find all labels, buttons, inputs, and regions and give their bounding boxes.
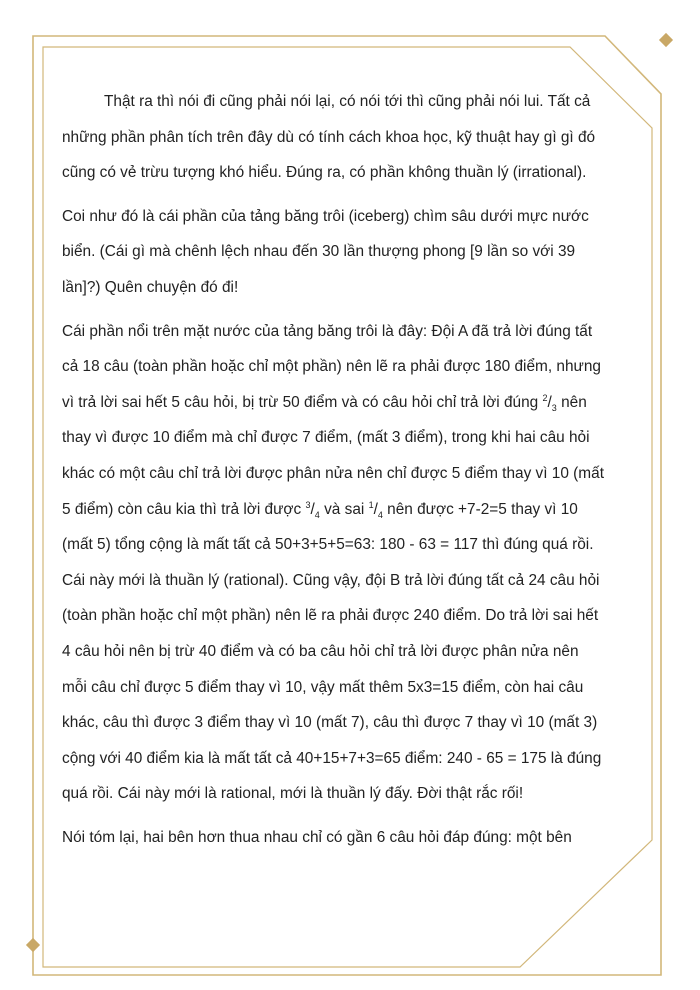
paragraph-2 — [62, 199, 670, 306]
text-line-with-fraction: 5 điểm) còn câu kia thì trả lời được $^3/_4$ và sai $^1/_4$ nên được +7-2=5 thay vì 10 — [62, 499, 578, 520]
text-line: biển. (Cái gì mà chênh lệch nhau đến 30 lần thượng phong [9 lần so với 39 — [62, 243, 576, 261]
paragraph-3 — [62, 314, 670, 812]
text-line: những phần phân tích trên đây dù có tính cách khoa học, kỹ thuật hay gì gì đó — [62, 128, 596, 146]
paragraph-4 — [62, 820, 670, 856]
text-line: khác, câu thì được 3 điểm thay vì 10 (mất 7), câu thì được 7 thay vì 10 (mất 3) — [62, 714, 598, 732]
text-segment: vì trả lời sai hết 5 câu hỏi, bị trừ 50 điểm và có câu hỏi chỉ trả lời đúng — [62, 393, 539, 411]
fraction-numerator: 2 — [542, 392, 548, 403]
text-line: Thật ra thì nói đi cũng phải nói lại, có nói tới thì cũng phải nói lui. Tất cả — [104, 93, 591, 110]
text-line: cả 18 câu (toàn phần hoặc chỉ một phần) nên lẽ ra phải được 180 điểm, nhưng — [62, 358, 601, 376]
fraction-denominator: 3 — [551, 402, 557, 413]
fraction-denominator: 4 — [314, 509, 320, 520]
text-line: (toàn phần hoặc chỉ một phần) nên lẽ ra phải được 240 điểm. Do trả lời sai hết — [62, 607, 599, 625]
paragraph-1 — [62, 84, 670, 191]
fraction-numerator: 1 — [368, 499, 374, 510]
document-body — [62, 84, 670, 863]
text-line: quá rồi. Cái này mới là rational, mới là thuần lý đấy. Đời thật rắc rối! — [62, 785, 524, 803]
text-line: Nói tóm lại, hai bên hơn thua nhau chỉ có gần 6 câu hỏi đáp đúng: một bên — [62, 828, 572, 846]
text-line-with-fraction: vì trả lời sai hết 5 câu hỏi, bị trừ 50 điểm và có câu hỏi chỉ trả lời đúng $^2/_3$ nên — [62, 392, 587, 413]
diamond-ornament-top-right — [659, 33, 673, 47]
text-line: 4 câu hỏi nên bị trừ 40 điểm và có ba câu hỏi chỉ trả lời được phân nửa nên — [62, 642, 579, 660]
fraction-denominator: 4 — [377, 509, 383, 520]
text-line: thay vì được 10 điểm mà chỉ được 7 điểm, (mất 3 điểm), trong khi hai câu hỏi — [62, 429, 590, 447]
text-line: cũng có vẻ trừu tượng khó hiểu. Đúng ra, có phần không thuần lý (irrational). — [62, 164, 587, 182]
text-line: Cái phần nổi trên mặt nước của tảng băng trôi là đây: Đội A đã trả lời đúng tất — [62, 322, 593, 340]
text-segment: nên được +7-2=5 thay vì 10 — [382, 500, 578, 518]
text-segment: nên — [556, 393, 587, 411]
text-line: (mất 5) tổng cộng là mất tất cả 50+3+5+5=63: 180 - 63 = 117 thì đúng quá rồi. — [62, 536, 594, 554]
text-line: cộng với 40 điểm kia là mất tất cả 40+15+7+3=65 điểm: 240 - 65 = 175 là đúng — [62, 749, 602, 767]
text-line: mỗi câu chỉ được 5 điểm thay vì 10, vậy mất thêm 5x3=15 điểm, còn hai câu — [62, 678, 584, 696]
text-line: Coi như đó là cái phần của tảng băng trôi (iceberg) chìm sâu dưới mực nước — [62, 207, 589, 225]
text-segment: và sai — [319, 500, 369, 518]
diamond-ornament-bottom-left — [26, 938, 40, 952]
text-segment: 5 điểm) còn câu kia thì trả lời được — [62, 500, 302, 518]
fraction-numerator: 3 — [305, 499, 311, 510]
text-line: Cái này mới là thuần lý (rational). Cũng vậy, đội B trả lời đúng tất cả 24 câu hỏi — [62, 571, 600, 589]
text-line: khác có một câu chỉ trả lời được phân nửa nên chỉ được 5 điểm thay vì 10 (mất — [62, 464, 604, 482]
text-line: lần]?) Quên chuyện đó đi! — [62, 278, 239, 296]
